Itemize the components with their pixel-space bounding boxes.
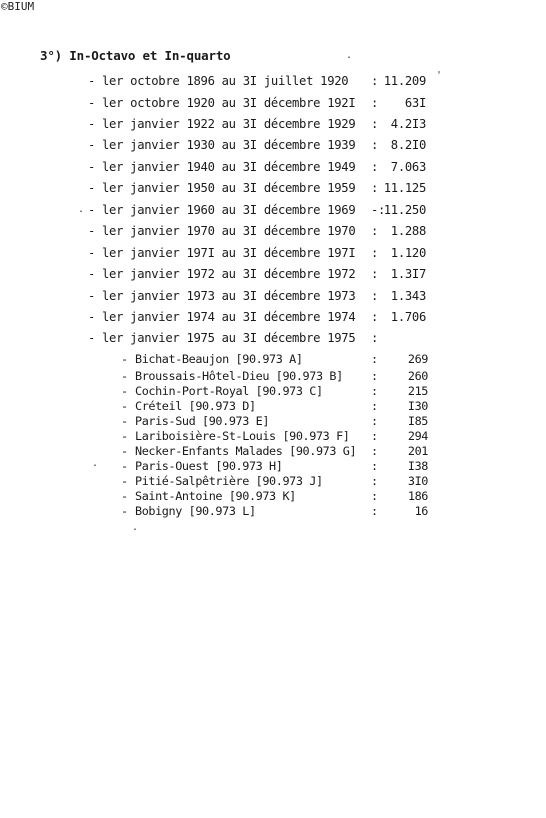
row-colon: : (371, 310, 379, 324)
period-count: 1.343 (390, 289, 426, 303)
row-colon: : (371, 160, 379, 174)
period-row (88, 246, 426, 262)
section-heading: 3°) In-Octavo et In-quarto (40, 48, 231, 63)
period-count: 4.2I3 (390, 117, 426, 131)
hospital-count: 260 (407, 369, 428, 383)
scan-speck: . (346, 50, 353, 61)
row-dash: - (88, 289, 96, 303)
period-row (88, 74, 426, 90)
period-count: 11.250 (383, 203, 426, 217)
scan-speck: . (78, 204, 85, 215)
period-row (88, 310, 426, 326)
row-dash: - (121, 489, 128, 503)
period-row (88, 289, 426, 305)
row-colon: : (371, 489, 378, 503)
period-label: ler octobre 1896 au 3I juillet 1920 (102, 74, 349, 88)
row-colon: : (371, 414, 378, 428)
period-count: 1.706 (390, 310, 426, 324)
row-colon: : (371, 224, 379, 238)
row-colon: : (371, 352, 378, 366)
scan-speck: ' (436, 70, 443, 81)
period-count: 8.2I0 (390, 138, 426, 152)
hospital-label: Necker-Enfants Malades [90.973 G] (135, 444, 357, 458)
hospital-row (121, 399, 428, 414)
hospital-count: 294 (407, 429, 428, 443)
hospital-label: Saint-Antoine [90.973 K] (135, 489, 296, 503)
row-dash: - (88, 74, 96, 88)
hospital-label: Cochin-Port-Royal [90.973 C] (135, 384, 323, 398)
period-row (88, 96, 426, 112)
row-colon: : (371, 399, 378, 413)
hospital-label: Broussais-Hôtel-Dieu [90.973 B] (135, 369, 343, 383)
row-dash: - (88, 96, 96, 110)
period-label: ler janvier 1972 au 3I décembre 1972 (102, 267, 356, 281)
row-dash: - (121, 459, 128, 473)
hospital-count: 186 (407, 489, 428, 503)
period-label: ler janvier 1940 au 3I décembre 1949 (102, 160, 356, 174)
row-colon: : (371, 444, 378, 458)
hospital-count: 215 (407, 384, 428, 398)
hospital-count: 16 (414, 504, 428, 518)
row-colon: : (371, 96, 379, 110)
row-dash: - (88, 267, 96, 281)
hospital-label: Paris-Sud [90.973 E] (135, 414, 270, 428)
row-colon: : (371, 181, 379, 195)
hospital-row (121, 369, 428, 384)
row-colon: : (371, 474, 378, 488)
hospital-row (121, 444, 428, 459)
period-row (88, 181, 426, 197)
hospital-count: 3I0 (407, 474, 428, 488)
hospital-row (121, 489, 428, 504)
row-colon: : (371, 504, 378, 518)
period-label: ler janvier 1975 au 3I décembre 1975 (102, 331, 356, 345)
period-label: ler janvier 197I au 3I décembre 197I (102, 246, 356, 260)
period-label: ler janvier 1970 au 3I décembre 1970 (102, 224, 356, 238)
period-count: 7.063 (390, 160, 426, 174)
row-dash: - (88, 181, 96, 195)
row-colon: : (371, 117, 379, 131)
period-label: ler octobre 1920 au 3I décembre 192I (102, 96, 356, 110)
hospital-row (121, 504, 428, 519)
period-label: ler janvier 1950 au 3I décembre 1959 (102, 181, 356, 195)
row-colon: : (371, 138, 379, 152)
period-label: ler janvier 1974 au 3I décembre 1974 (102, 310, 356, 324)
row-colon: : (371, 459, 378, 473)
hospital-row (121, 459, 428, 474)
row-dash: - (121, 429, 128, 443)
hospital-row (121, 474, 428, 489)
row-dash: - (88, 138, 96, 152)
period-row (88, 331, 426, 347)
period-count: 1.120 (390, 246, 426, 260)
row-colon: : (371, 74, 379, 88)
hospital-label: Pitié-Salpêtrière [90.973 J] (135, 474, 323, 488)
row-dash: - (88, 160, 96, 174)
hospital-count: 201 (407, 444, 428, 458)
period-row (88, 138, 426, 154)
row-dash: - (121, 352, 128, 366)
hospital-label: Bobigny [90.973 L] (135, 504, 256, 518)
hospital-row (121, 429, 428, 444)
row-dash: - (121, 444, 128, 458)
hospital-label: Bichat-Beaujon [90.973 A] (135, 352, 303, 366)
hospital-label: Lariboisière-St-Louis [90.973 F] (135, 429, 350, 443)
watermark-text: ©BIUM (1, 0, 35, 13)
period-count: 63I (404, 96, 426, 110)
period-row (88, 160, 426, 176)
period-label: ler janvier 1930 au 3I décembre 1939 (102, 138, 356, 152)
period-row (88, 267, 426, 283)
hospital-label: Créteil [90.973 D] (135, 399, 256, 413)
period-row (88, 203, 426, 219)
row-colon: : (371, 246, 379, 260)
hospital-row (121, 414, 428, 429)
hospital-count: I85 (407, 414, 428, 428)
period-count: 1.3I7 (390, 267, 426, 281)
row-colon: : (371, 429, 378, 443)
row-dash: - (121, 399, 128, 413)
period-count: 11.125 (383, 181, 426, 195)
row-colon: : (371, 289, 379, 303)
period-count: 1.288 (390, 224, 426, 238)
scan-speck: . (132, 522, 139, 533)
row-dash: - (88, 224, 96, 238)
hospital-label: Paris-Ouest [90.973 H] (135, 459, 283, 473)
period-label: ler janvier 1973 au 3I décembre 1973 (102, 289, 356, 303)
period-row (88, 117, 426, 133)
row-dash: - (121, 474, 128, 488)
row-dash: - (88, 203, 96, 217)
row-dash: - (121, 504, 128, 518)
row-colon: : (371, 369, 378, 383)
row-colon: : (371, 267, 379, 281)
row-dash: - (121, 384, 128, 398)
period-label: ler janvier 1960 au 3I décembre 1969 (102, 203, 356, 217)
period-row (88, 224, 426, 240)
row-colon: : (371, 384, 378, 398)
hospital-count: 269 (407, 352, 428, 366)
row-colon: : (371, 331, 379, 345)
scan-speck: . (92, 458, 99, 469)
hospital-row (121, 384, 428, 399)
row-dash: - (121, 414, 128, 428)
row-dash: - (88, 310, 96, 324)
hospital-count: I38 (407, 459, 428, 473)
row-dash: - (88, 117, 96, 131)
period-count: 11.209 (383, 74, 426, 88)
row-dash: - (121, 369, 128, 383)
row-dash: - (88, 246, 96, 260)
row-dash: - (88, 331, 96, 345)
hospital-row (121, 352, 428, 367)
row-colon: -: (371, 203, 386, 217)
period-label: ler janvier 1922 au 3I décembre 1929 (102, 117, 356, 131)
hospital-count: I30 (407, 399, 428, 413)
